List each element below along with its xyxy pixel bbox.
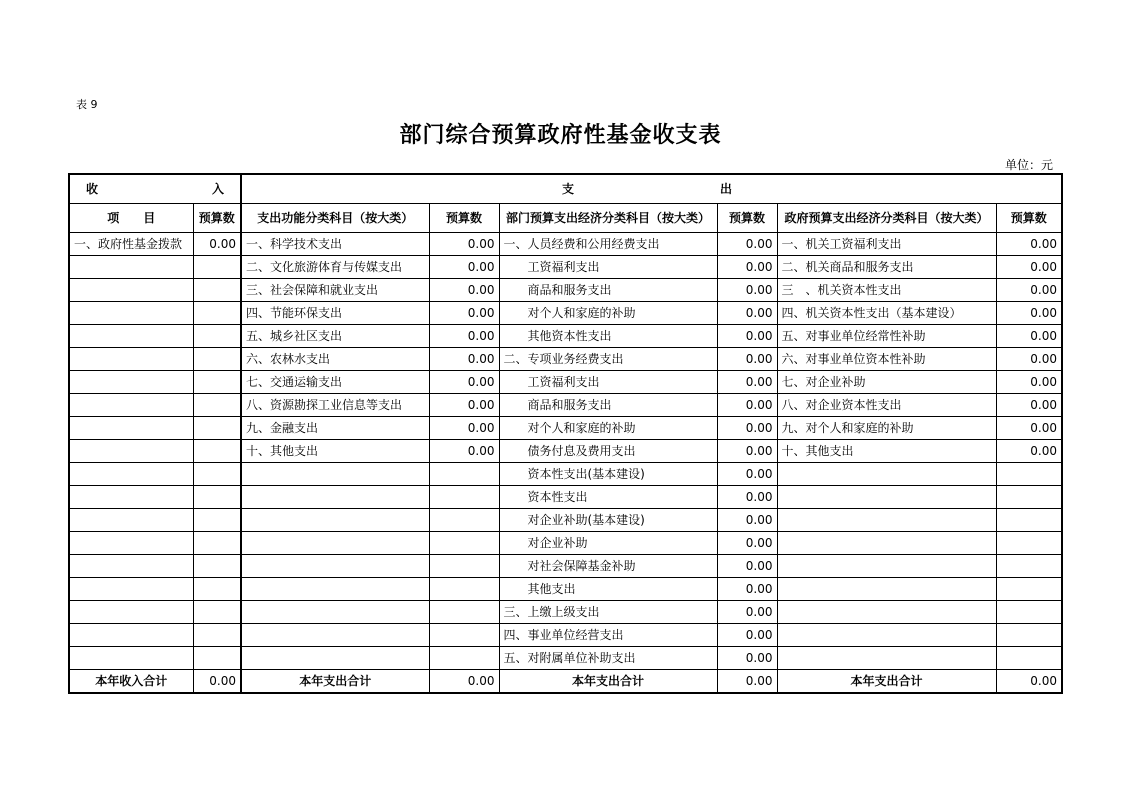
col-header-budget: 预算数 — [193, 204, 241, 233]
gov-econ-budget: 0.00 — [996, 279, 1062, 302]
income-budget — [193, 555, 241, 578]
dept-econ-item: 对个人和家庭的补助 — [499, 417, 717, 440]
dept-econ-item: 债务付息及费用支出 — [499, 440, 717, 463]
func-item: 九、金融支出 — [241, 417, 429, 440]
table-row — [69, 417, 1062, 440]
gov-econ-item: 三 、机关资本性支出 — [777, 279, 996, 302]
func-item: 三、社会保障和就业支出 — [241, 279, 429, 302]
income-item — [69, 440, 193, 463]
income-item — [69, 555, 193, 578]
dept-econ-item: 工资福利支出 — [499, 371, 717, 394]
dept-econ-budget: 0.00 — [717, 486, 777, 509]
gov-econ-budget: 0.00 — [996, 348, 1062, 371]
table-row — [69, 348, 1062, 371]
table-tag: 表 9 — [76, 98, 98, 111]
dept-econ-item: 四、事业单位经营支出 — [499, 624, 717, 647]
col-header-gov-econ: 政府预算支出经济分类科目（按大类） — [777, 204, 996, 233]
dept-econ-budget: 0.00 — [717, 509, 777, 532]
func-budget: 0.00 — [429, 325, 499, 348]
gov-econ-item: 五、对事业单位经常性补助 — [777, 325, 996, 348]
total-label: 本年支出合计 — [499, 670, 717, 694]
func-item: 十、其他支出 — [241, 440, 429, 463]
table-row — [69, 233, 1062, 256]
table-row — [69, 325, 1062, 348]
income-budget — [193, 394, 241, 417]
dept-econ-item: 对企业补助(基本建设) — [499, 509, 717, 532]
func-budget: 0.00 — [429, 302, 499, 325]
dept-econ-budget: 0.00 — [717, 578, 777, 601]
gov-econ-item: 七、对企业补助 — [777, 371, 996, 394]
income-item — [69, 417, 193, 440]
table-row — [69, 578, 1062, 601]
gov-econ-budget — [996, 624, 1062, 647]
page-title: 部门综合预算政府性基金收支表 — [399, 122, 722, 148]
total-value: 0.00 — [717, 670, 777, 694]
dept-econ-budget: 0.00 — [717, 463, 777, 486]
income-item — [69, 394, 193, 417]
func-item: 六、农林水支出 — [241, 348, 429, 371]
gov-econ-item: 九、对个人和家庭的补助 — [777, 417, 996, 440]
func-budget — [429, 532, 499, 555]
col-header-dept-econ: 部门预算支出经济分类科目（按大类） — [499, 204, 717, 233]
func-budget — [429, 486, 499, 509]
func-item: 八、资源勘探工业信息等支出 — [241, 394, 429, 417]
gov-econ-budget — [996, 555, 1062, 578]
gov-econ-item: 十、其他支出 — [777, 440, 996, 463]
income-item — [69, 256, 193, 279]
func-budget: 0.00 — [429, 256, 499, 279]
income-item — [69, 463, 193, 486]
dept-econ-budget: 0.00 — [717, 279, 777, 302]
dept-econ-budget: 0.00 — [717, 302, 777, 325]
dept-econ-item: 资本性支出 — [499, 486, 717, 509]
income-budget — [193, 532, 241, 555]
gov-econ-budget — [996, 463, 1062, 486]
gov-econ-budget — [996, 486, 1062, 509]
func-item — [241, 509, 429, 532]
gov-econ-budget: 0.00 — [996, 233, 1062, 256]
dept-econ-budget: 0.00 — [717, 371, 777, 394]
gov-econ-item — [777, 601, 996, 624]
gov-econ-item — [777, 463, 996, 486]
income-budget — [193, 440, 241, 463]
table-row — [69, 601, 1062, 624]
func-item — [241, 647, 429, 670]
func-item: 一、科学技术支出 — [241, 233, 429, 256]
gov-econ-item: 八、对企业资本性支出 — [777, 394, 996, 417]
dept-econ-budget: 0.00 — [717, 325, 777, 348]
income-budget — [193, 348, 241, 371]
dept-econ-budget: 0.00 — [717, 532, 777, 555]
dept-econ-budget: 0.00 — [717, 555, 777, 578]
dept-econ-item: 三、上缴上级支出 — [499, 601, 717, 624]
income-budget — [193, 486, 241, 509]
func-budget: 0.00 — [429, 279, 499, 302]
func-budget: 0.00 — [429, 371, 499, 394]
gov-econ-budget — [996, 578, 1062, 601]
gov-econ-item — [777, 624, 996, 647]
func-item — [241, 532, 429, 555]
func-budget: 0.00 — [429, 440, 499, 463]
func-budget: 0.00 — [429, 233, 499, 256]
func-budget — [429, 555, 499, 578]
budget-table — [68, 173, 1063, 694]
gov-econ-item: 二、机关商品和服务支出 — [777, 256, 996, 279]
income-item — [69, 302, 193, 325]
gov-econ-budget — [996, 647, 1062, 670]
income-item — [69, 325, 193, 348]
func-item: 二、文化旅游体育与传媒支出 — [241, 256, 429, 279]
dept-econ-budget: 0.00 — [717, 233, 777, 256]
table-row — [69, 394, 1062, 417]
total-value: 0.00 — [429, 670, 499, 694]
table-row — [69, 463, 1062, 486]
income-group-header: 收 入 — [69, 174, 241, 204]
gov-econ-budget — [996, 601, 1062, 624]
func-item — [241, 463, 429, 486]
gov-econ-item: 一、机关工资福利支出 — [777, 233, 996, 256]
total-label: 本年支出合计 — [241, 670, 429, 694]
func-budget — [429, 624, 499, 647]
dept-econ-budget: 0.00 — [717, 601, 777, 624]
expense-group-header: 支 出 — [241, 174, 1062, 204]
total-label: 本年支出合计 — [777, 670, 996, 694]
group-header-row — [69, 174, 1062, 204]
table-row — [69, 555, 1062, 578]
totals-row — [69, 670, 1062, 694]
col-header-budget: 预算数 — [996, 204, 1062, 233]
income-item — [69, 509, 193, 532]
table-row — [69, 371, 1062, 394]
income-item — [69, 647, 193, 670]
total-value: 0.00 — [193, 670, 241, 694]
income-item — [69, 624, 193, 647]
dept-econ-item: 商品和服务支出 — [499, 279, 717, 302]
func-item — [241, 486, 429, 509]
dept-econ-item: 对社会保障基金补助 — [499, 555, 717, 578]
func-budget — [429, 578, 499, 601]
dept-econ-item: 工资福利支出 — [499, 256, 717, 279]
col-header-item: 项 目 — [69, 204, 193, 233]
gov-econ-item — [777, 532, 996, 555]
gov-econ-item — [777, 578, 996, 601]
func-budget: 0.00 — [429, 417, 499, 440]
func-item — [241, 555, 429, 578]
income-budget — [193, 463, 241, 486]
income-item — [69, 601, 193, 624]
func-budget — [429, 647, 499, 670]
func-item: 七、交通运输支出 — [241, 371, 429, 394]
func-item — [241, 624, 429, 647]
gov-econ-budget: 0.00 — [996, 417, 1062, 440]
func-item: 四、节能环保支出 — [241, 302, 429, 325]
dept-econ-item: 二、专项业务经费支出 — [499, 348, 717, 371]
table-row — [69, 279, 1062, 302]
dept-econ-item: 对企业补助 — [499, 532, 717, 555]
func-item: 五、城乡社区支出 — [241, 325, 429, 348]
dept-econ-item: 商品和服务支出 — [499, 394, 717, 417]
gov-econ-budget: 0.00 — [996, 440, 1062, 463]
income-item — [69, 532, 193, 555]
gov-econ-budget — [996, 532, 1062, 555]
dept-econ-budget: 0.00 — [717, 348, 777, 371]
gov-econ-budget: 0.00 — [996, 302, 1062, 325]
gov-econ-budget — [996, 509, 1062, 532]
dept-econ-item: 其他支出 — [499, 578, 717, 601]
income-budget — [193, 601, 241, 624]
income-budget — [193, 279, 241, 302]
col-header-func: 支出功能分类科目（按大类） — [241, 204, 429, 233]
func-budget: 0.00 — [429, 394, 499, 417]
dept-econ-item: 对个人和家庭的补助 — [499, 302, 717, 325]
total-label: 本年收入合计 — [69, 670, 193, 694]
total-value: 0.00 — [996, 670, 1062, 694]
income-budget — [193, 509, 241, 532]
dept-econ-item: 五、对附属单位补助支出 — [499, 647, 717, 670]
func-item — [241, 578, 429, 601]
table-row — [69, 486, 1062, 509]
dept-econ-budget: 0.00 — [717, 394, 777, 417]
income-budget — [193, 371, 241, 394]
func-budget — [429, 509, 499, 532]
income-budget — [193, 417, 241, 440]
col-header-budget: 预算数 — [429, 204, 499, 233]
dept-econ-item: 其他资本性支出 — [499, 325, 717, 348]
gov-econ-item — [777, 647, 996, 670]
dept-econ-budget: 0.00 — [717, 417, 777, 440]
dept-econ-item: 一、人员经费和公用经费支出 — [499, 233, 717, 256]
func-budget: 0.00 — [429, 348, 499, 371]
income-budget — [193, 624, 241, 647]
income-item — [69, 578, 193, 601]
income-budget — [193, 325, 241, 348]
dept-econ-budget: 0.00 — [717, 647, 777, 670]
table-row — [69, 302, 1062, 325]
dept-econ-budget: 0.00 — [717, 624, 777, 647]
dept-econ-budget: 0.00 — [717, 256, 777, 279]
income-item — [69, 486, 193, 509]
income-item — [69, 348, 193, 371]
table-row — [69, 509, 1062, 532]
gov-econ-item — [777, 486, 996, 509]
table-row — [69, 532, 1062, 555]
func-budget — [429, 601, 499, 624]
column-header-row — [69, 204, 1062, 233]
income-budget — [193, 578, 241, 601]
income-budget: 0.00 — [193, 233, 241, 256]
table-row — [69, 440, 1062, 463]
gov-econ-budget: 0.00 — [996, 371, 1062, 394]
gov-econ-item: 六、对事业单位资本性补助 — [777, 348, 996, 371]
gov-econ-item — [777, 509, 996, 532]
gov-econ-budget: 0.00 — [996, 325, 1062, 348]
dept-econ-item: 资本性支出(基本建设) — [499, 463, 717, 486]
table-row — [69, 624, 1062, 647]
income-budget — [193, 256, 241, 279]
func-item — [241, 601, 429, 624]
table-row — [69, 256, 1062, 279]
gov-econ-item — [777, 555, 996, 578]
income-budget — [193, 647, 241, 670]
col-header-budget: 预算数 — [717, 204, 777, 233]
income-item — [69, 371, 193, 394]
gov-econ-budget: 0.00 — [996, 256, 1062, 279]
income-budget — [193, 302, 241, 325]
unit-label: 单位：元 — [1004, 158, 1053, 172]
table-row — [69, 647, 1062, 670]
income-item: 一、政府性基金拨款 — [69, 233, 193, 256]
gov-econ-budget: 0.00 — [996, 394, 1062, 417]
gov-econ-item: 四、机关资本性支出（基本建设） — [777, 302, 996, 325]
func-budget — [429, 463, 499, 486]
dept-econ-budget: 0.00 — [717, 440, 777, 463]
income-item — [69, 279, 193, 302]
